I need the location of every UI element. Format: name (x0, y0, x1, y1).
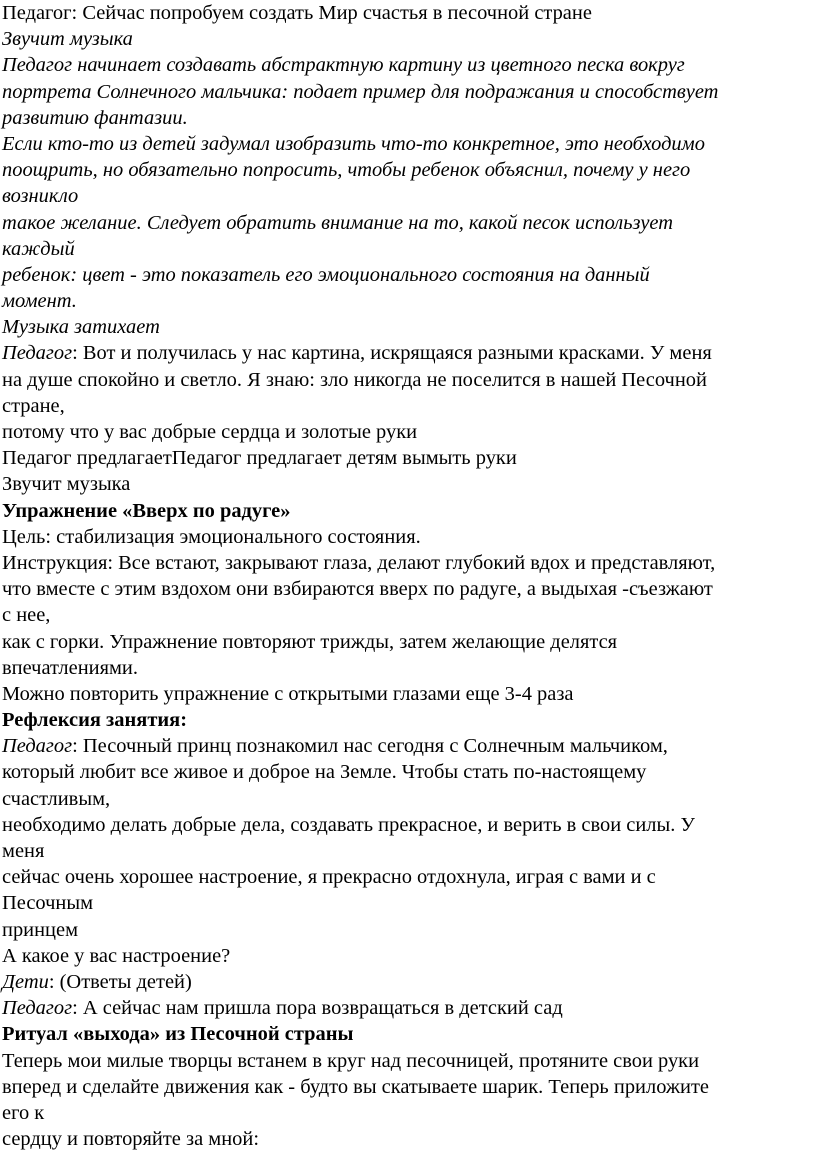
speech-line (2, 733, 808, 759)
speaker-label: Педагог (2, 997, 73, 1020)
speech-text: : Песочный принц познакомил нас сегодня с Солнечным мальчиком, (72, 735, 668, 758)
stage-direction: каждый (2, 237, 75, 260)
text-line: Теперь мои милые творцы встанем в круг над песочницей, протяните свои руки (2, 1049, 700, 1072)
text-line: счастливым, (2, 787, 111, 810)
stage-direction: портрета Солнечного мальчика: подает пример для подражания и способствует (2, 80, 719, 103)
speaker-label: Педагог (2, 342, 73, 365)
stage-direction: Музыка затихает (2, 316, 160, 339)
text-line: Педагог предлагаетПедагог предлагает детям вымыть руки (2, 447, 517, 470)
text-line: потому что у вас добрые сердца и золотые руки (2, 421, 418, 443)
stage-direction: момент. (2, 290, 77, 313)
stage-direction: такое желание. Следует обратить внимание на то, какой песок использует (2, 211, 674, 234)
text-line: Песочным (2, 892, 94, 915)
text-line: который любит все живое и доброе на Земле. Чтобы стать по-настоящему (2, 761, 647, 784)
text-line: меня (2, 840, 45, 862)
text-line: сердцу и повторяйте за мной: (2, 1128, 260, 1151)
text-line: его к (2, 1101, 45, 1124)
speech-line (2, 969, 808, 995)
section-heading: Рефлексия занятия: (2, 709, 188, 732)
text-line: что вместе с этим вздохом они взбираются вверх по радуге, а выдыхая -съезжают (2, 578, 713, 601)
text-line: принцем (2, 918, 79, 941)
speech-line (2, 995, 808, 1021)
text-line: вперед и сделайте движения как - будто вы скатываете шарик. Теперь приложите (2, 1075, 709, 1098)
speaker-label: Дети (2, 970, 49, 993)
text-line: Звучит музыка (2, 473, 131, 496)
text-line: Педагог: Сейчас попробуем создать Мир счастья в песочной стране (2, 2, 592, 24)
text-line: на душе спокойно и светло. Я знаю: зло никогда не поселится в нашей Песочной (2, 368, 707, 391)
stage-direction: ребенок: цвет - это показатель его эмоционального состояния на данный (2, 263, 650, 286)
speech-line (2, 340, 808, 366)
text-line: необходимо делать добрые дела, создавать прекрасное, и верить в свои силы. У (2, 813, 695, 836)
speech-text: : Вот и получилась у нас картина, искрящаяся разными красками. У меня (72, 342, 712, 365)
section-heading: Ритуал «выхода» из Песочной страны (2, 1023, 354, 1046)
text-line: Инструкция: Все встают, закрывают глаза, делают глубокий вдох и представляют, (2, 551, 716, 574)
text-line: сейчас очень хорошее настроение, я прекрасно отдохнула, играя с вами и с (2, 866, 656, 889)
text-line: впечатлениями. (2, 656, 139, 679)
text-line: как с горки. Упражнение повторяют трижды, затем желающие делятся (2, 630, 618, 653)
stage-direction: развитию фантазии. (2, 106, 188, 129)
stage-direction: возникло (2, 185, 79, 208)
speech-text: : А сейчас нам пришла пора возвращаться в детский сад (72, 997, 563, 1020)
stage-direction: Звучит музыка (2, 28, 133, 51)
stage-direction: Если кто-то из детей задумал изобразить что-то конкретное, это необходимо (2, 132, 705, 155)
speaker-label: Педагог (2, 735, 73, 758)
stage-direction: поощрить, но обязательно попросить, чтобы ребенок объяснил, почему у него (2, 159, 691, 182)
section-heading: Упражнение «Вверх по радуге» (2, 499, 291, 522)
text-line: Цель: стабилизация эмоционального состояния. (2, 525, 421, 548)
speech-text: : (Ответы детей) (48, 970, 192, 993)
text-line: с нее, (2, 604, 51, 627)
text-line: А какое у вас настроение? (2, 944, 231, 967)
text-line: Можно повторить упражнение с открытыми глазами еще 3-4 раза (2, 682, 574, 705)
stage-direction: Педагог начинает создавать абстрактную картину из цветного песка вокруг (2, 54, 685, 77)
text-line: стране, (2, 394, 65, 417)
